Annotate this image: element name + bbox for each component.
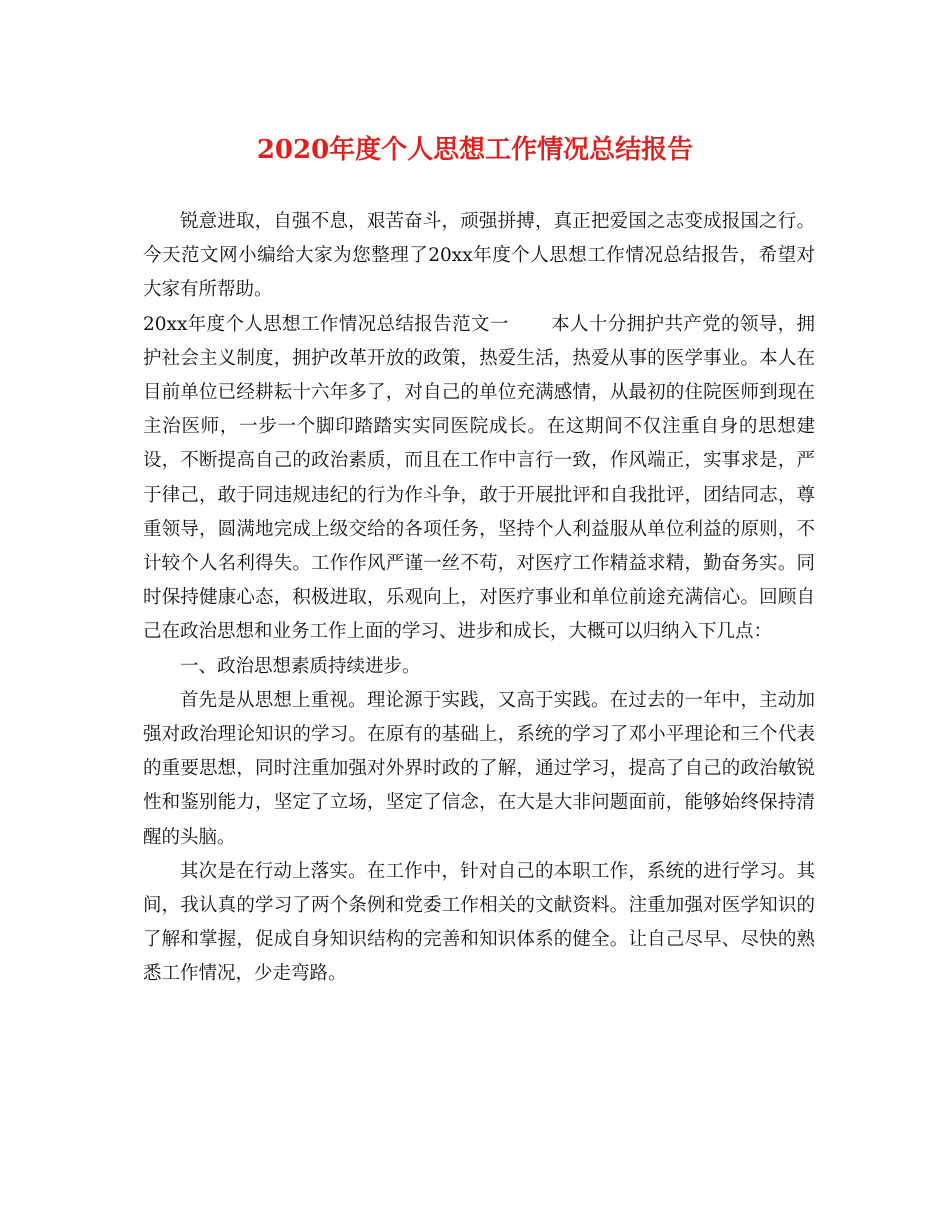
document-title: 2020年度个人思想工作情况总结报告 — [256, 135, 694, 165]
document-body — [143, 205, 815, 992]
section-paragraph — [143, 308, 815, 650]
intro-paragraph: 锐意进取，自强不息，艰苦奋斗，顽强拼搏，真正把爱国之志变成报国之行。今天范文网小编给大家为您整理了20xx年度个人思想工作情况总结报告，希望对大家有所帮助。 — [143, 211, 815, 301]
body-paragraph: 首先是从思想上重视。理论源于实践，又高于实践。在过去的一年中，主动加强对政治理论知识的学习。在原有的基础上，系统的学习了邓小平理论和三个代表的重要思想，同时注重加强对外界时政的了解，通过学习，提高了自己的政治敏锐性和鉴别能力，坚定了立场，坚定了信念，在大是大非问题面前，能够始终保持清醒的头脑。 — [143, 689, 815, 848]
section-heading: 20xx年度个人思想工作情况总结报告范文一 — [143, 313, 509, 335]
body-paragraph: 其次是在行动上落实。在工作中，针对自己的本职工作，系统的进行学习。其间，我认真的学习了两个条例和党委工作相关的文献资料。注重加强对医学知识的了解和掌握，促成自身知识结构的完善和知识体系的健全。让自己尽早、尽快的熟悉工作情况，少走弯路。 — [143, 860, 815, 985]
section-paragraph-text: 本人十分拥护共产党的领导，拥护社会主义制度，拥护改革开放的政策，热爱生活，热爱从事的医学事业。本人在目前单位已经耕耘十六年多了，对自己的单位充满感情，从最初的住院医师到现在主治医师，一步一个脚印踏踏实实同医院成长。在这期间不仅注重自身的思想建设，不断提高自己的政治素质，而且在工作中言行一致，作风端正，实事求是，严于律己，敢于同违规违纪的行为作斗争，敢于开展批评和自我批评，团结同志，尊重领导，圆满地完成上级交给的各项任务，坚持个人利益服从单位利益的原则，不计较个人名利得失。工作作风严谨一丝不苟，对医疗工作精益求精，勤奋务实。同时保持健康心态，积极进取，乐观向上，对医疗事业和单位前途充满信心。回顾自己在政治思想和业务工作上面的学习、进步和成长，大概可以归纳入下几点： — [143, 313, 815, 643]
point-heading: 一、政治思想素质持续进步。 — [180, 655, 421, 677]
